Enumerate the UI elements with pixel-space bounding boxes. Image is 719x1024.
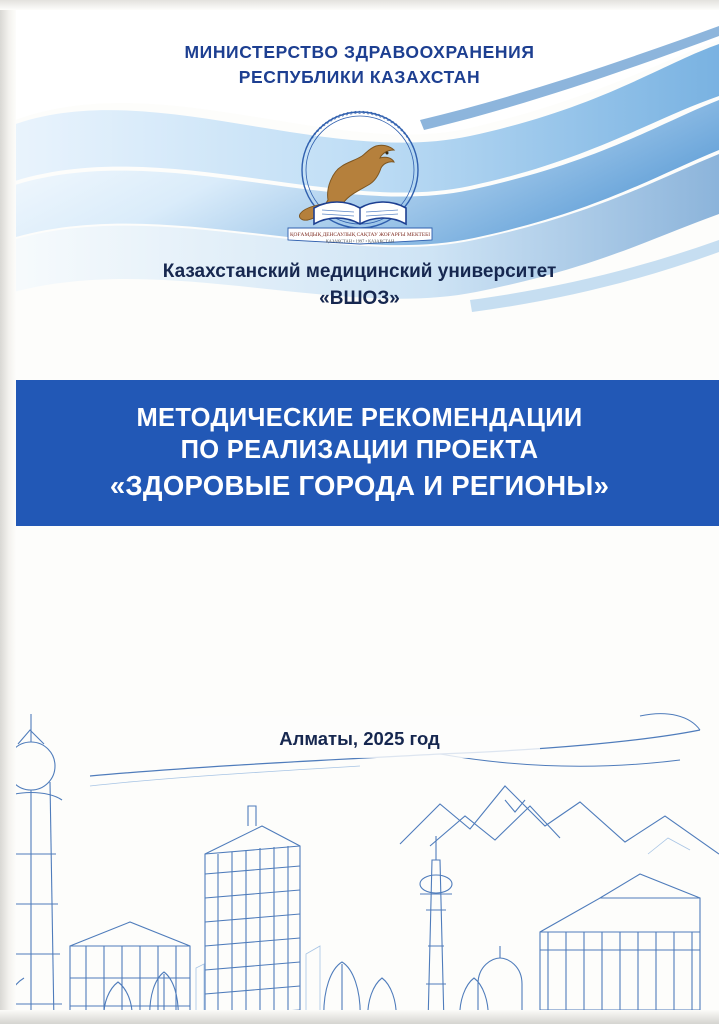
ministry-heading-line-1: МИНИСТЕРСТВО ЗДРАВООХРАНЕНИЯ (184, 42, 535, 62)
emblem-banner-text-1: ҚОҒАМДЫҚ ДЕНСАУЛЫҚ САҚТАУ ЖОҒАРҒЫ МЕКТЕБІ (289, 232, 430, 238)
university-name-line-2: «ВШОЗ» (319, 288, 400, 309)
ministry-heading-line-2: РЕСПУБЛИКИ КАЗАХСТАН (238, 67, 481, 87)
city-skyline-illustration (0, 554, 719, 1024)
university-emblem-icon (270, 108, 450, 258)
ministry-heading (0, 40, 719, 90)
place-and-year: Алматы, 2025 год (279, 728, 440, 749)
document-title-line-1: МЕТОДИЧЕСКИЕ РЕКОМЕНДАЦИИ (136, 404, 583, 432)
document-title-band (0, 380, 719, 526)
document-title-line-2: ПО РЕАЛИЗАЦИИ ПРОЕКТА (180, 436, 539, 464)
document-title-line-3: «ЗДОРОВЫЕ ГОРОДА И РЕГИОНЫ» (109, 470, 610, 501)
emblem-banner-text-2: ҚАЗАҚСТАН • 1997 • ҚАЗАҚСТАН (325, 238, 394, 244)
university-name (0, 258, 719, 312)
university-name-line-1: Казахстанский медицинский университет (162, 261, 557, 282)
